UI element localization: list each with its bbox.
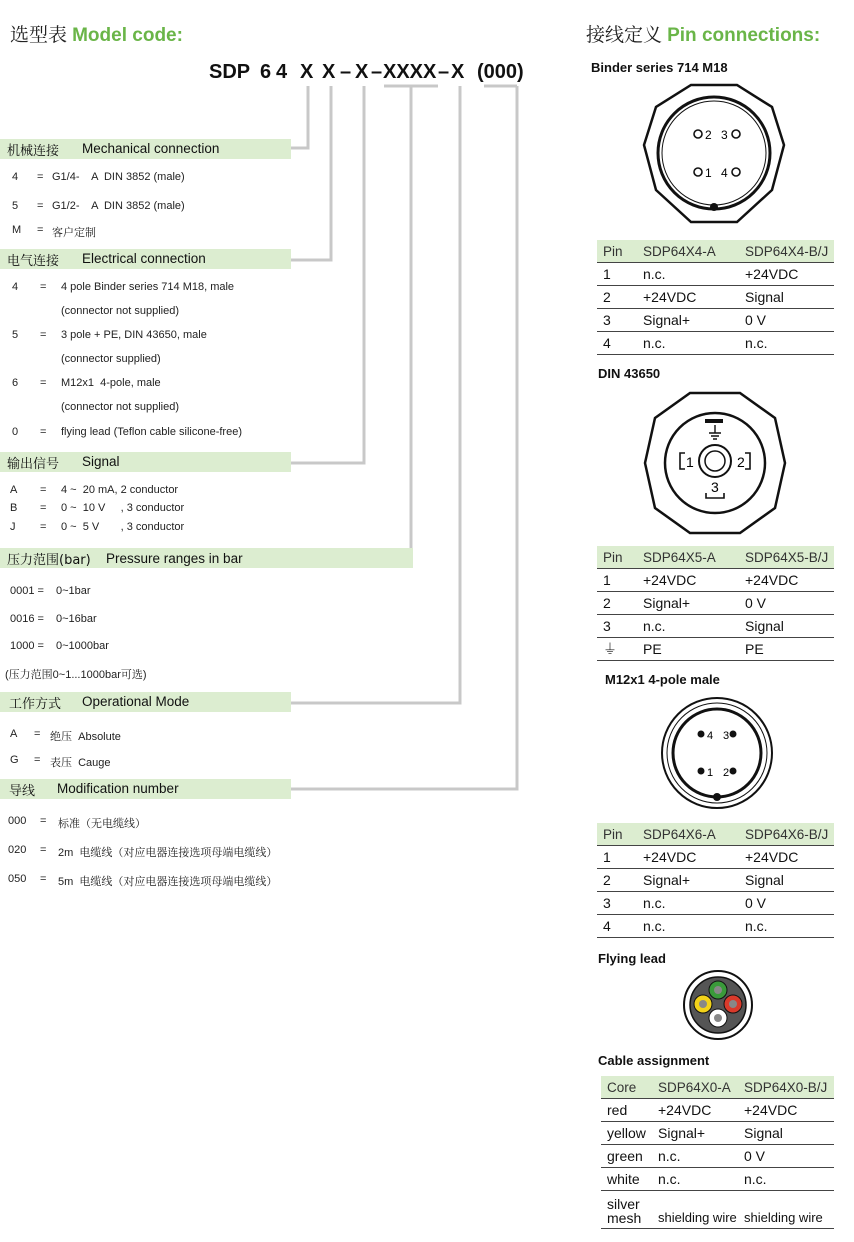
table-row: red +24VDC +24VDC (601, 1099, 834, 1122)
table-row: white n.c. n.c. (601, 1168, 834, 1191)
table-row: ⏚ PE PE (597, 638, 834, 661)
din-title: DIN 43650 (598, 366, 661, 381)
electrical-item-4: 4 = 4 pole Binder series 714 M18, male (12, 281, 235, 293)
code-dash-1: – (340, 61, 352, 83)
mechanical-item-m: M = 客户定制 (12, 224, 96, 239)
code-part-prefix: SDP (209, 61, 251, 83)
table-row: 3 Signal+ 0 V (597, 309, 834, 332)
mechanical-item-4: 4 = G1/4- A DIN 3852 (male) (12, 171, 185, 183)
din-connector-icon (645, 393, 785, 533)
model-code-heading-cn: 选型表 (10, 24, 68, 46)
binder-pin-3-label: 3 (721, 128, 728, 142)
mode-item-g: G = 表压 Cauge (10, 754, 111, 769)
section-mechanical-cn: 机械连接 (7, 144, 60, 159)
section-mode-cn: 工作方式 (9, 697, 62, 712)
connector-line-pressure (411, 86, 412, 559)
code-dash-3: – (438, 61, 450, 83)
cable-assignment-table (601, 1076, 834, 1229)
section-pressure-en: Pressure ranges in bar (106, 551, 243, 566)
binder-pin-1-label: 1 (705, 166, 712, 180)
pin-connections-heading-en: Pin connections: (667, 25, 821, 46)
table-row: 2 +24VDC Signal (597, 286, 834, 309)
code-dash-2: – (371, 61, 383, 83)
table-header-row: Core SDP64X0-A SDP64X0-B/J (601, 1076, 834, 1099)
pressure-item-0001: 0001 = 0~1bar (10, 585, 91, 597)
pressure-item-1000: 1000 = 0~1000bar (10, 640, 109, 652)
table-row: 3 n.c. 0 V (597, 892, 834, 915)
m12-pin-3-label: 3 (723, 730, 730, 742)
binder-pin-table (597, 240, 834, 355)
code-part-4: 4 (276, 61, 288, 83)
mechanical-item-5: 5 = G1/2- A DIN 3852 (male) (12, 200, 185, 212)
ground-symbol: ⏚ (597, 638, 637, 661)
code-part-mode: X (451, 61, 465, 83)
din-pin-2-label: 2 (737, 454, 745, 470)
table-row: 2 Signal+ Signal (597, 869, 834, 892)
m12-title: M12x1 4-pole male (605, 672, 720, 687)
signal-item-a: A = 4 ~ 20 mA, 2 conductor (10, 484, 179, 496)
m12-pin-2-label: 2 (723, 767, 730, 779)
signal-item-b: B = 0 ~ 10 V , 3 conductor (10, 502, 185, 514)
table-header-row: Pin SDP64X6-A SDP64X6-B/J (597, 823, 834, 846)
table-row: 1 +24VDC +24VDC (597, 846, 834, 869)
modification-item-000: 000 = 标准（无电缆线） (8, 815, 146, 830)
table-row: 2 Signal+ 0 V (597, 592, 834, 615)
table-row: 1 n.c. +24VDC (597, 263, 834, 286)
modification-item-050: 050 = 5m 电缆线（对应电器连接选项母端电缆线） (8, 873, 278, 888)
din-pin-3-label: 3 (711, 479, 719, 495)
signal-item-j: J = 0 ~ 5 V , 3 conductor (10, 521, 185, 533)
connector-line-mode (290, 86, 460, 703)
electrical-item-6: 6 = M12x1 4-pole, male (12, 377, 161, 389)
m12-pin-1-label: 1 (707, 767, 714, 779)
pressure-range-note: (压力范围0~1...1000bar可选) (5, 669, 147, 681)
connector-line-signal (290, 86, 364, 463)
electrical-item-5: 5 = 3 pole + PE, DIN 43650, male (12, 329, 207, 341)
table-row: 4 n.c. n.c. (597, 915, 834, 938)
electrical-item-6-note: (connector not supplied) (61, 401, 180, 413)
binder-pin-2-label: 2 (705, 128, 712, 142)
flying-lead-title: Flying lead (598, 951, 666, 966)
m12-connector-icon (655, 697, 779, 811)
section-modification-en: Modification number (57, 781, 179, 796)
table-header-row: Pin SDP64X4-A SDP64X4-B/J (597, 240, 834, 263)
table-row: yellow Signal+ Signal (601, 1122, 834, 1145)
section-modification-cn: 导线 (9, 784, 36, 799)
electrical-item-0: 0 = flying lead (Teflon cable silicone-free) (12, 426, 242, 438)
binder-pin-4-label: 4 (721, 166, 728, 180)
code-part-6: 6 (260, 61, 272, 83)
binder-connector-icon (644, 85, 784, 225)
electrical-item-4-note: (connector not supplied) (61, 305, 180, 317)
table-header-row: Pin SDP64X5-A SDP64X5-B/J (597, 546, 834, 569)
connector-line-modification (290, 86, 517, 789)
electrical-item-5-note: (connector supplied) (61, 353, 161, 365)
connector-line-mechanical (290, 86, 308, 148)
code-part-electrical: X (322, 61, 336, 83)
pin-connections-heading-cn: 接线定义 (586, 24, 663, 46)
table-row: 4 n.c. n.c. (597, 332, 834, 355)
table-row: 1 +24VDC +24VDC (597, 569, 834, 592)
flying-lead-cable-icon (682, 969, 754, 1041)
connector-line-electrical (290, 86, 331, 260)
section-signal-en: Signal (82, 454, 120, 469)
m12-pin-4-label: 4 (707, 730, 714, 742)
code-part-signal: X (355, 61, 369, 83)
code-part-modification: (000) (477, 61, 524, 83)
section-mode-en: Operational Mode (82, 694, 190, 709)
model-code-heading-en: Model code: (72, 25, 183, 46)
m12-pin-table (597, 823, 834, 938)
code-part-mechanical: X (300, 61, 314, 83)
modification-item-020: 020 = 2m 电缆线（对应电器连接选项母端电缆线） (8, 844, 278, 859)
code-part-pressure: XXXX (383, 61, 437, 83)
table-row: green n.c. 0 V (601, 1145, 834, 1168)
pressure-item-0016: 0016 = 0~16bar (10, 613, 97, 625)
table-row: 3 n.c. Signal (597, 615, 834, 638)
section-signal-cn: 输出信号 (7, 457, 60, 472)
cable-assignment-title: Cable assignment (598, 1053, 710, 1068)
table-row: silver mesh shielding wire shielding wire (601, 1191, 834, 1229)
section-mechanical-en: Mechanical connection (82, 141, 220, 156)
section-electrical-en: Electrical connection (82, 251, 206, 266)
binder-title: Binder series 714 M18 (591, 60, 728, 75)
din-pin-1-label: 1 (686, 454, 694, 470)
section-electrical-cn: 电气连接 (7, 254, 60, 269)
din-pin-table (597, 546, 834, 661)
section-pressure-cn: 压力范围(bar) (7, 553, 91, 568)
mode-item-a: A = 绝压 Absolute (10, 728, 121, 743)
